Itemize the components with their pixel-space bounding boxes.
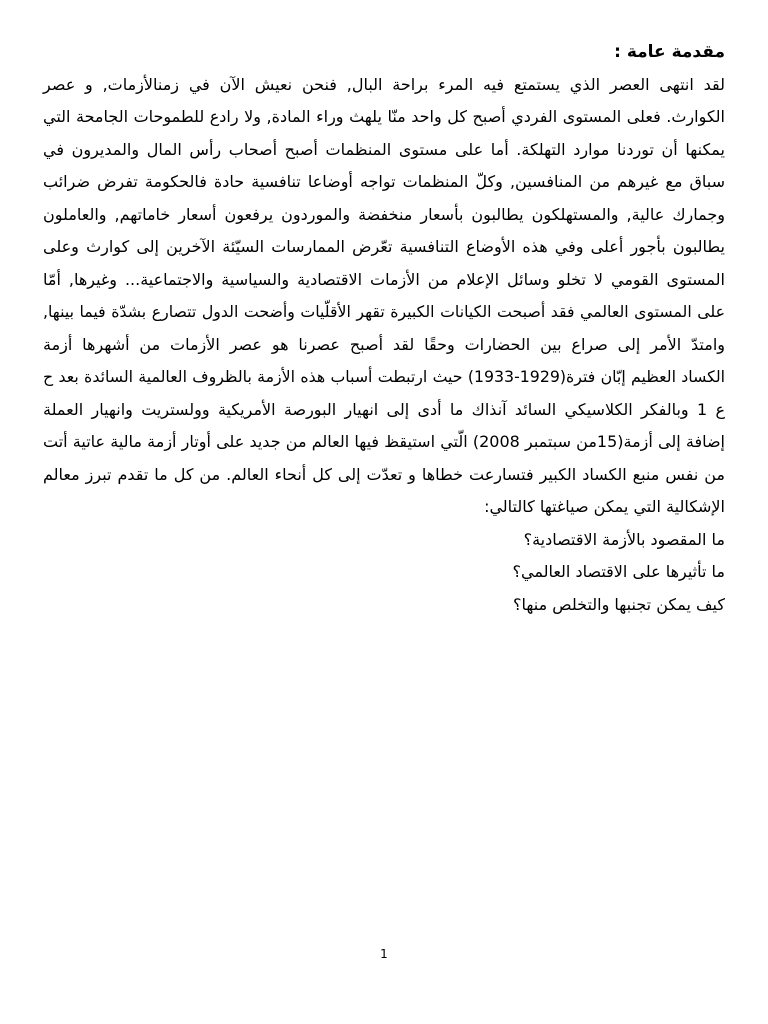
question-item: ما تأثيرها على الاقتصاد العالمي؟ <box>512 562 725 581</box>
paragraph-line: إضافة إلى أزمة(15من سبتمبر 2008) الّتي استيقظ فيها العالم من جديد على أوتار أزمة مالية عاتية أتت <box>43 432 725 451</box>
question-item: ما المقصود بالأزمة الاقتصادية؟ <box>523 529 725 549</box>
paragraph-line: يطالبون بأجور أعلى وفي هذه الأوضاع التنافسية تعّرض الممارسات السيّئة الآخرين إلى كوارث وعلى <box>43 237 725 256</box>
question-list <box>43 524 725 622</box>
paragraph-line: المستوى القومي لا تخلو وسائل الإعلام من الأزمات الاقتصادية والسياسية والاجتماعية... وغيرها, أمّا <box>43 269 725 289</box>
paragraph-line: الكساد العظيم إبّان فترة(1929-1933) حيث ارتبطت أسباب هذه الأزمة بالظروف العالمية السائدة بعد ح <box>43 367 725 386</box>
section-heading: مقدمة عامة : <box>614 42 725 62</box>
paragraph-line: يمكنها أن توردنا موارد التهلكة. أما على مستوى المنظمات أصبح أصحاب رأس المال والمديرون في <box>43 139 725 159</box>
paragraph-line: وامتدّ الأمر إلى صراع بين الحضارات وحقًا لقد أصبح عصرنا هو عصر الأزمات من أشهرها أزمة <box>43 334 725 354</box>
paragraph-line: سباق مع غيرهم من المنافسين, وكلّ المنظمات تواجه أوضاعا تنافسية حادة فالحكومة تفرض ضرائب <box>43 172 725 191</box>
paragraph-line: على المستوى العالمي فقد أصبحت الكيانات الكبيرة تقهر الأقلّيات وأضحت الدول تتصارع بشدّة فيما بينها, <box>43 302 725 321</box>
introduction-paragraph <box>43 69 725 524</box>
paragraph-line: الإشكالية التي يمكن صياغتها كالتالي: <box>484 497 725 516</box>
page-number: 1 <box>380 947 388 961</box>
paragraph-line: من نفس منبع الكساد الكبير فتسارعت خطاها و تعدّت إلى كل أنحاء العالم. من كل ما تقدم تبرز معالم <box>43 464 725 484</box>
document-body <box>43 36 725 621</box>
paragraph-line: وجمارك عالية, والمستهلكون يطالبون بأسعار منخفضة والموردون يرفعون أسعار خاماتهم, والعاملون <box>43 204 725 224</box>
question-item: كيف يمكن تجنبها والتخلص منها؟ <box>513 594 725 614</box>
paragraph-line: ع 1 وبالفكر الكلاسيكي السائد آنذاك ما أدى إلى انهيار البورصة الأمريكية وولستريت وانهيار العملة <box>43 399 725 419</box>
paragraph-line: لقد انتهى العصر الذي يستمتع فيه المرء براحة البال, فنحن نعيش الآن في زمنالأزمات, و عصر <box>43 74 725 94</box>
paragraph-line: الكوارث. فعلى المستوى الفردي أصبح كل واحد منّا يلهث وراء المادة, ولا رادع للطموحات الجامحة التي <box>43 107 725 126</box>
